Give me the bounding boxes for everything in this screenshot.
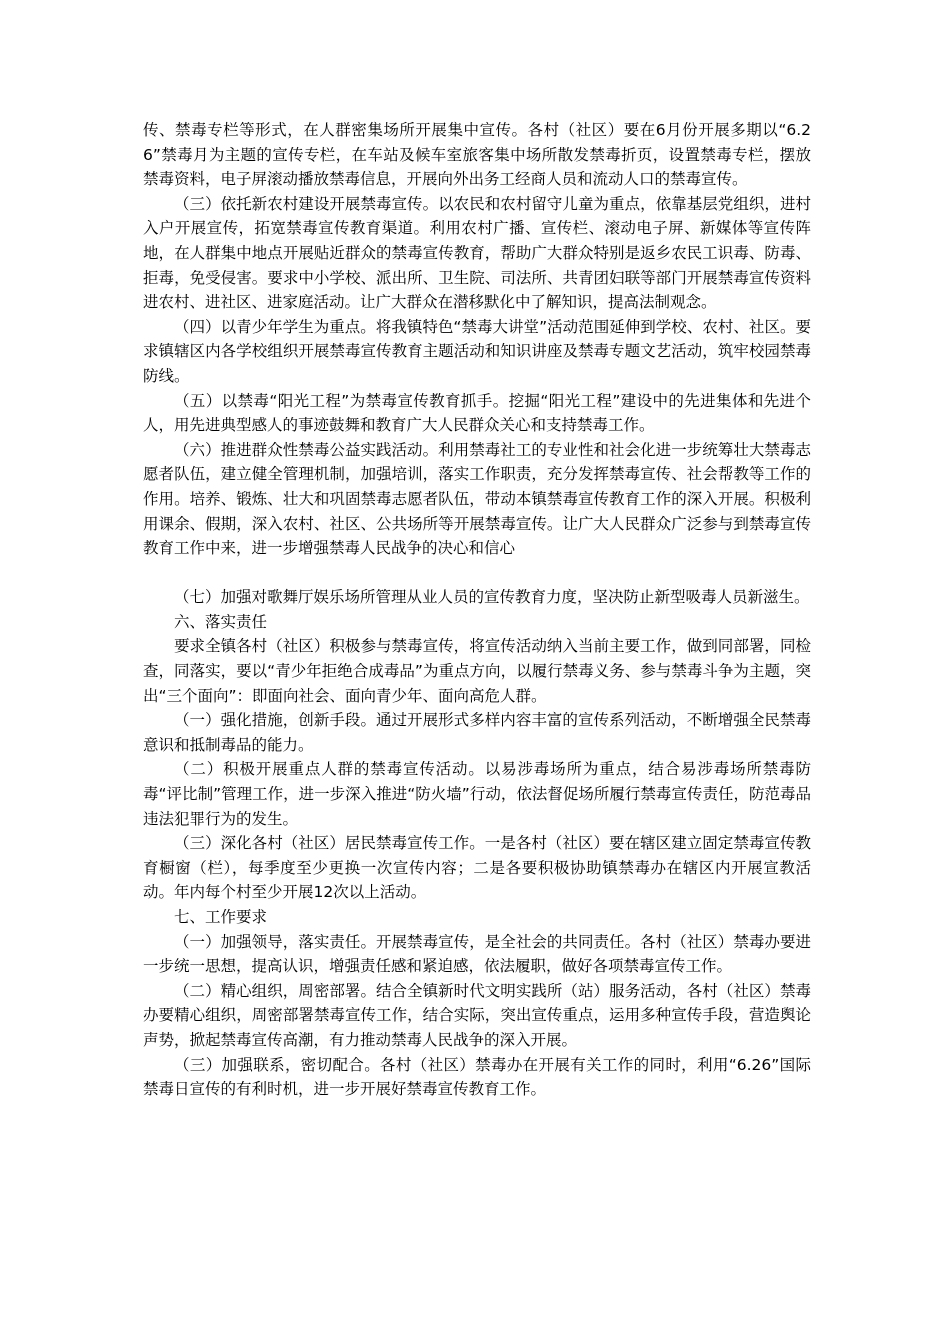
section-heading-6: 六、落实责任 bbox=[174, 612, 268, 631]
paragraph-item-5: （五）以禁毒“阳光工程”为禁毒宣传教育抓手。挖掘“阳光工程”建设中的先进集体和先进个人，用先进典型感人的事迹鼓舞和教育广大人民群众关心和支持禁毒工作。 bbox=[143, 391, 811, 435]
document-body bbox=[143, 118, 811, 1102]
paragraph-continuation: 传、禁毒专栏等形式，在人群密集场所开展集中宣传。各村（社区）要在6月份开展多期以“6.26”禁毒月为主题的宣传专栏，在车站及候车室旅客集中场所散发禁毒折页，设置禁毒专栏，摆放禁毒资料，电子屏滚动播放禁毒信息，开展向外出务工经商人员和流动人口的禁毒宣传。 bbox=[143, 121, 811, 189]
paragraph-measure-1: （一）强化措施，创新手段。通过开展形式多样内容丰富的宣传系列活动，不断增强全民禁毒意识和抵制毒品的能力。 bbox=[143, 711, 811, 754]
paragraph-responsibility: 要求全镇各村（社区）积极参与禁毒宣传，将宣传活动纳入当前主要工作，做到同部署，同检查，同落实，要以“青少年拒绝合成毒品”为重点方向，以履行禁毒义务、参与禁毒斗争为主题，突出“三个面向”：即面向社会、面向青少年、面向高危人群。 bbox=[143, 637, 811, 705]
paragraph-item-4: （四）以青少年学生为重点。将我镇特色“禁毒大讲堂”活动范围延伸到学校、农村、社区。要求镇辖区内各学校组织开展禁毒宣传教育主题活动和知识讲座及禁毒专题文艺活动，筑牢校园禁毒防线。 bbox=[143, 317, 811, 385]
paragraph-requirement-3: （三）加强联系，密切配合。各村（社区）禁毒办在开展有关工作的同时，利用“6.26”国际禁毒日宣传的有利时机，进一步开展好禁毒宣传教育工作。 bbox=[143, 1055, 811, 1099]
paragraph-requirement-2: （二）精心组织，周密部署。结合全镇新时代文明实践所（站）服务活动，各村（社区）禁毒办要精心组织，周密部署禁毒宣传工作，结合实际，突出宣传重点，运用多种宣传手段，营造舆论声势，掀起禁毒宣传高潮，有力推动禁毒人民战争的深入开展。 bbox=[143, 981, 811, 1049]
paragraph-measure-3: （三）深化各村（社区）居民禁毒宣传工作。一是各村（社区）要在辖区建立固定禁毒宣传教育橱窗（栏），每季度至少更换一次宣传内容；二是各要积极协助镇禁毒办在辖区内开展宣教活动。年内每个村至少开展12次以上活动。 bbox=[143, 834, 811, 902]
blank-line bbox=[143, 561, 811, 586]
section-heading-7: 七、工作要求 bbox=[174, 908, 268, 926]
paragraph-requirement-1: （一）加强领导，落实责任。开展禁毒宣传，是全社会的共同责任。各村（社区）禁毒办要进一步统一思想，提高认识，增强责任感和紧迫感，依法履职，做好各项禁毒宣传工作。 bbox=[143, 932, 811, 976]
paragraph-item-3: （三）依托新农村建设开展禁毒宣传。以农民和农村留守儿童为重点，依靠基层党组织，进村入户开展宣传，拓宽禁毒宣传教育渠道。利用农村广播、宣传栏、滚动电子屏、新媒体等宣传阵地，在人群集中地点开展贴近群众的禁毒宣传教育，帮助广大群众特别是返乡农民工识毒、防毒、拒毒，免受侵害。要求中小学校、派出所、卫生院、司法所、共青团妇联等部门开展禁毒宣传资料进农村、进社区、进家庭活动。让广大群众在潜移默化中了解知识，提高法制观念。 bbox=[143, 194, 811, 312]
paragraph-measure-2: （二）积极开展重点人群的禁毒宣传活动。以易涉毒场所为重点，结合易涉毒场所禁毒防毒“评比制”管理工作，进一步深入推进“防火墙”行动，依法督促场所履行禁毒宣传责任，防范毒品违法犯罪行为的发生。 bbox=[143, 760, 811, 828]
paragraph-item-7: （七）加强对歌舞厅娱乐场所管理从业人员的宣传教育力度，坚决防止新型吸毒人员新滋生。 bbox=[174, 588, 810, 607]
paragraph-item-6: （六）推进群众性禁毒公益实践活动。利用禁毒社工的专业性和社会化进一步统筹壮大禁毒志愿者队伍，建立健全管理机制，加强培训，落实工作职责，充分发挥禁毒宣传、社会帮教等工作的作用。培养、锻炼、壮大和巩固禁毒志愿者队伍，带动本镇禁毒宣传教育工作的深入开展。积极利用课余、假期，深入农村、社区、公共场所等开展禁毒宣传。让广大人民群众广泛参与到禁毒宣传教育工作中来，进一步增强禁毒人民战争的决心和信心 bbox=[143, 440, 811, 558]
